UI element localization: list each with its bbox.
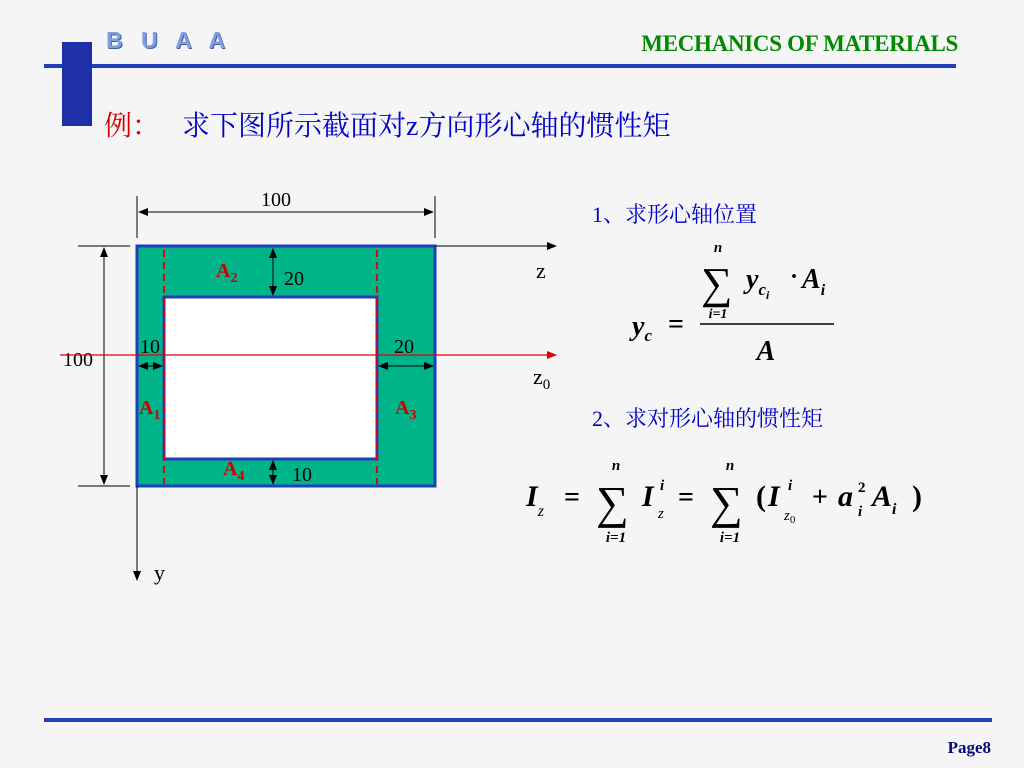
denominator: A [756,336,776,367]
svg-text:i=1: i=1 [719,530,741,546]
dim-top-label: 20 [284,268,304,290]
svg-text:Ai: $A_i$ [872,480,897,518]
sum-bottom: i=1 [708,307,728,322]
dim-width-label: 100 [261,189,291,211]
svg-text:Iz: $I_z$ [526,480,544,520]
svg-text:=: = [564,482,580,513]
svg-text:i: i [858,504,863,520]
svg-text:n: n [611,458,621,474]
area-label-a4: $A_4$ [223,458,245,484]
svg-text:yc: $y_c$ [632,311,652,345]
svg-text:+: + [812,482,828,513]
svg-text:i=1: i=1 [605,530,627,546]
svg-text:i: i [788,478,793,494]
inertia-formula [520,452,930,552]
title-text: 求下图所示截面对z方向形心轴的惯性矩 [182,111,671,142]
svg-text:z0: $z_0$ [784,508,796,526]
area-label-a3: $A_3$ [395,397,417,423]
dim-height-label: 100 [63,349,93,371]
svg-text:∑: ∑ [596,477,629,528]
footer-rule [44,718,992,722]
sum-top: n [713,240,723,256]
y-axis-label: y [154,560,165,585]
sigma-1: ∑ [701,259,733,308]
svg-text:(: ( [756,480,766,513]
svg-text:=: = [668,309,684,340]
svg-text:I: I [642,480,654,513]
page-number: Page8 [947,738,991,757]
svg-text:=: = [678,482,694,513]
course-title: MECHANICS OF MATERIALS [641,31,958,56]
inner-hollow [164,297,377,459]
step-2-heading: 2、求对形心轴的惯性矩 [592,406,824,431]
area-label-a2: $A_2$ [216,260,238,286]
centroid-formula [600,232,860,372]
svg-text:∑: ∑ [710,477,743,528]
svg-text:Ai: $A_i$ [802,264,826,299]
dim-left-label: 10 [140,336,160,358]
svg-text:z: z [658,506,664,522]
svg-text:·: · [790,264,799,290]
step-1-heading: 1、求形心轴位置 [592,202,758,227]
z-axis-label: z [536,258,546,283]
cross-section-figure [0,0,600,600]
dim-bottom-label: 10 [292,464,312,486]
svg-text:yci: $y_ci$ [746,264,770,302]
buaa-logo: B U A A [106,27,232,53]
area-label-a1: $A_1$ [139,397,161,423]
svg-text:i: i [660,478,665,494]
svg-text:2: 2 [858,480,866,496]
svg-text:): ) [912,480,922,513]
svg-text:I: I [768,480,780,513]
dim-right-label: 20 [394,336,414,358]
svg-text:n: n [725,458,735,474]
example-label: 例： [104,111,161,142]
svg-text:a: a [838,480,853,513]
z0-axis-label: $z_0$ [533,364,551,393]
